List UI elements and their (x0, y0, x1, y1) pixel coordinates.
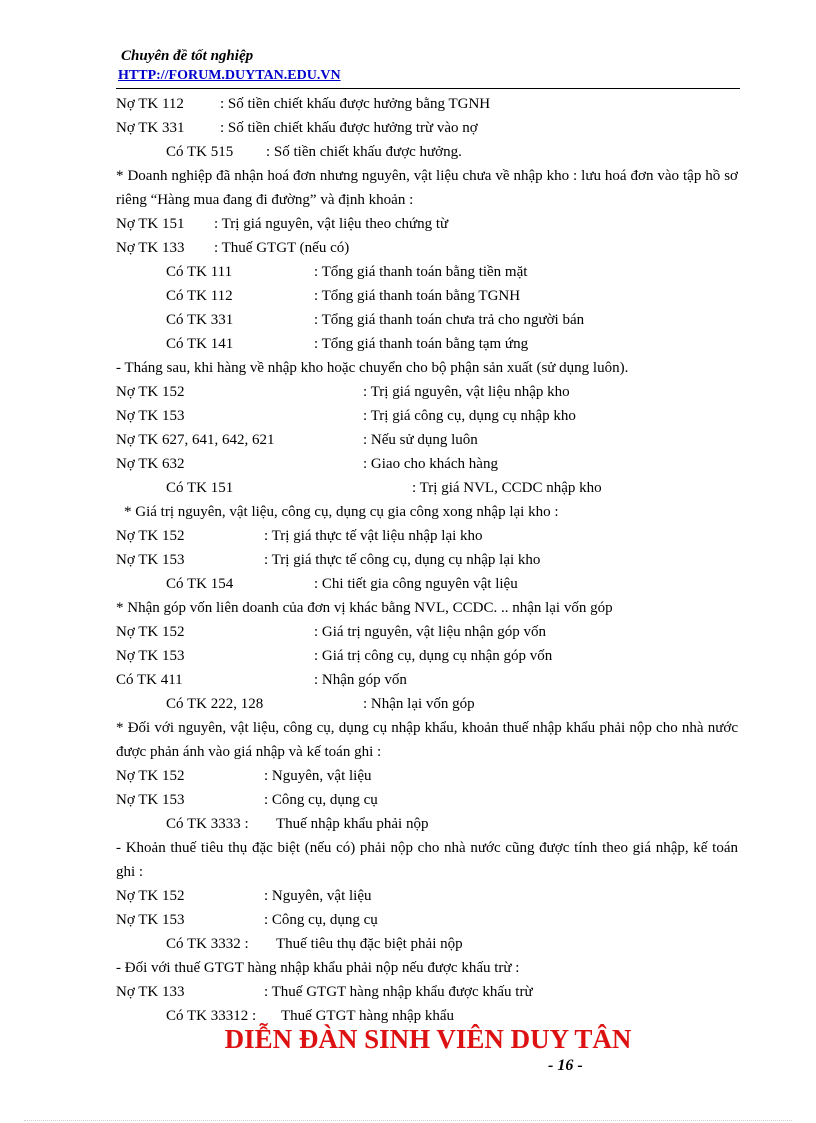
account-code: Nợ TK 153 (116, 552, 185, 568)
account-code: Nợ TK 153 (116, 792, 185, 808)
account-desc: : Số tiền chiết khấu được hưởng trừ vào nợ (220, 120, 478, 136)
account-code: Nợ TK 133 (116, 984, 185, 1000)
account-desc: : Tổng giá thanh toán bằng TGNH (314, 288, 521, 304)
account-desc: : Giao cho khách hàng (363, 456, 498, 472)
account-code: Nợ TK 133 (116, 240, 185, 256)
account-code: Nợ TK 153 (116, 912, 185, 928)
entry-line (116, 692, 738, 716)
entry-line (116, 884, 738, 908)
account-desc: : Trị giá thực tế công cụ, dụng cụ nhập lại kho (264, 552, 541, 568)
entry-line (116, 980, 738, 1004)
entry-line (116, 668, 738, 692)
paragraph (116, 836, 738, 884)
account-desc: : Công cụ, dụng cụ (264, 912, 378, 928)
entry-line (116, 212, 738, 236)
account-code: Có TK 33312 : (166, 1008, 257, 1024)
account-desc: : Nhận lại vốn góp (363, 696, 475, 712)
entry-line (116, 476, 738, 500)
account-desc: : Tổng giá thanh toán bằng tiền mặt (314, 264, 528, 280)
entry-line (116, 788, 738, 812)
account-desc: : Giá trị công cụ, dụng cụ nhận góp vốn (314, 648, 553, 664)
account-code: Có TK 411 (116, 672, 183, 688)
account-desc: Thuế nhập khẩu phải nộp (276, 816, 429, 832)
document-body (116, 92, 738, 1028)
account-code: Nợ TK 152 (116, 768, 185, 784)
account-code: Có TK 3332 : (166, 936, 249, 952)
account-desc: : Trị giá NVL, CCDC nhập kho (412, 480, 602, 496)
header-rule (116, 88, 740, 89)
page-number: - 16 - (548, 1057, 583, 1074)
account-desc: : Thuế GTGT (nếu có) (214, 240, 350, 256)
page-bottom-divider (24, 1120, 792, 1121)
account-code: Nợ TK 152 (116, 384, 185, 400)
account-desc: : Tổng giá thanh toán bằng tạm ứng (314, 336, 529, 352)
paragraph-text: * Giá trị nguyên, vật liệu, công cụ, dụng cụ gia công xong nhập lại kho : (124, 504, 559, 520)
account-code: Có TK 141 (166, 336, 234, 352)
account-code: Nợ TK 153 (116, 648, 185, 664)
paragraph (116, 500, 738, 524)
entry-line (116, 260, 738, 284)
entry-line (116, 404, 738, 428)
account-desc: : Trị giá nguyên, vật liệu theo chứng từ (214, 216, 449, 232)
account-code: Có TK 151 (166, 480, 234, 496)
account-code: Nợ TK 153 (116, 408, 185, 424)
entry-line (116, 236, 738, 260)
paragraph-text: * Đối với nguyên, vật liệu, công cụ, dụng cụ nhập khẩu, khoản thuế nhập khẩu phải nộp cho nhà nước được phản ánh vào giá nhập và kế toán ghi : (116, 720, 738, 760)
account-code: Nợ TK 152 (116, 624, 185, 640)
account-desc: : Nếu sử dụng luôn (363, 432, 478, 448)
account-desc: Thuế GTGT hàng nhập khẩu (281, 1008, 455, 1024)
paragraph (116, 164, 738, 212)
entry-line (116, 140, 738, 164)
account-desc: : Nguyên, vật liệu (264, 888, 372, 904)
paragraph-text: - Khoản thuế tiêu thụ đặc biệt (nếu có) phải nộp cho nhà nước cũng được tính theo giá nhập, kế toán ghi : (116, 840, 738, 880)
entry-line (116, 116, 738, 140)
entry-line (116, 92, 738, 116)
account-desc: : Trị giá công cụ, dụng cụ nhập kho (363, 408, 576, 424)
account-desc: : Chi tiết gia công nguyên vật liệu (314, 576, 518, 592)
account-desc: Thuế tiêu thụ đặc biệt phải nộp (276, 936, 463, 952)
account-code: Có TK 154 (166, 576, 234, 592)
paragraph (116, 716, 738, 764)
entry-line (116, 764, 738, 788)
account-code: Nợ TK 152 (116, 888, 185, 904)
entry-line (116, 932, 738, 956)
account-desc: : Trị giá thực tế vật liệu nhập lại kho (264, 528, 483, 544)
entry-line (116, 644, 738, 668)
forum-link[interactable]: HTTP://FORUM.DUYTAN.EDU.VN (118, 68, 341, 83)
account-code: Có TK 112 (166, 288, 233, 304)
entry-line (116, 452, 738, 476)
account-code: Nợ TK 627, 641, 642, 621 (116, 432, 275, 448)
entry-line (116, 908, 738, 932)
paragraph (116, 356, 738, 380)
entry-line (116, 380, 738, 404)
account-desc: : Công cụ, dụng cụ (264, 792, 378, 808)
entry-line (116, 428, 738, 452)
paragraph (116, 596, 738, 620)
account-desc: : Trị giá nguyên, vật liệu nhập kho (363, 384, 570, 400)
paragraph-text: * Doanh nghiệp đã nhận hoá đơn nhưng nguyên, vật liệu chưa về nhập kho : lưu hoá đơn vào tập hồ sơ riêng “Hàng mua đang đi đường” và định khoản : (116, 168, 738, 208)
account-desc: : Số tiền chiết khấu được hưởng. (266, 144, 462, 160)
paragraph-text: * Nhận góp vốn liên doanh của đơn vị khác bằng NVL, CCDC. .. nhận lại vốn góp (116, 600, 613, 616)
account-code: Nợ TK 151 (116, 216, 185, 232)
paragraph-text: - Tháng sau, khi hàng về nhập kho hoặc chuyển cho bộ phận sản xuất (sử dụng luôn). (116, 360, 629, 376)
account-code: Có TK 515 (166, 144, 234, 160)
account-code: Nợ TK 152 (116, 528, 185, 544)
account-code: Có TK 222, 128 (166, 696, 264, 712)
account-desc: : Thuế GTGT hàng nhập khẩu được khấu trừ (264, 984, 533, 1000)
account-code: Nợ TK 331 (116, 120, 185, 136)
entry-line (116, 548, 738, 572)
account-desc: : Giá trị nguyên, vật liệu nhận góp vốn (314, 624, 547, 640)
account-desc: : Nhận góp vốn (314, 672, 407, 688)
entry-line (116, 572, 738, 596)
account-code: Có TK 331 (166, 312, 234, 328)
account-desc: : Tổng giá thanh toán chưa trả cho người bán (314, 312, 585, 328)
entry-line (116, 284, 738, 308)
account-desc: : Nguyên, vật liệu (264, 768, 372, 784)
entry-line (116, 620, 738, 644)
paragraph (116, 956, 738, 980)
account-code: Nợ TK 112 (116, 96, 184, 112)
footer-banner: DIỄN ĐÀN SINH VIÊN DUY TÂN (224, 1024, 632, 1054)
account-code: Có TK 111 (166, 264, 233, 280)
entry-line (116, 332, 738, 356)
paragraph-text: - Đối với thuế GTGT hàng nhập khẩu phải nộp nếu được khấu trừ : (116, 960, 520, 976)
account-code: Nợ TK 632 (116, 456, 185, 472)
header-title: Chuyên đề tốt nghiệp (121, 48, 254, 64)
account-desc: : Số tiền chiết khấu được hưởng bằng TGNH (220, 96, 491, 112)
entry-line (116, 524, 738, 548)
account-code: Có TK 3333 : (166, 816, 249, 832)
entry-line (116, 812, 738, 836)
entry-line (116, 308, 738, 332)
